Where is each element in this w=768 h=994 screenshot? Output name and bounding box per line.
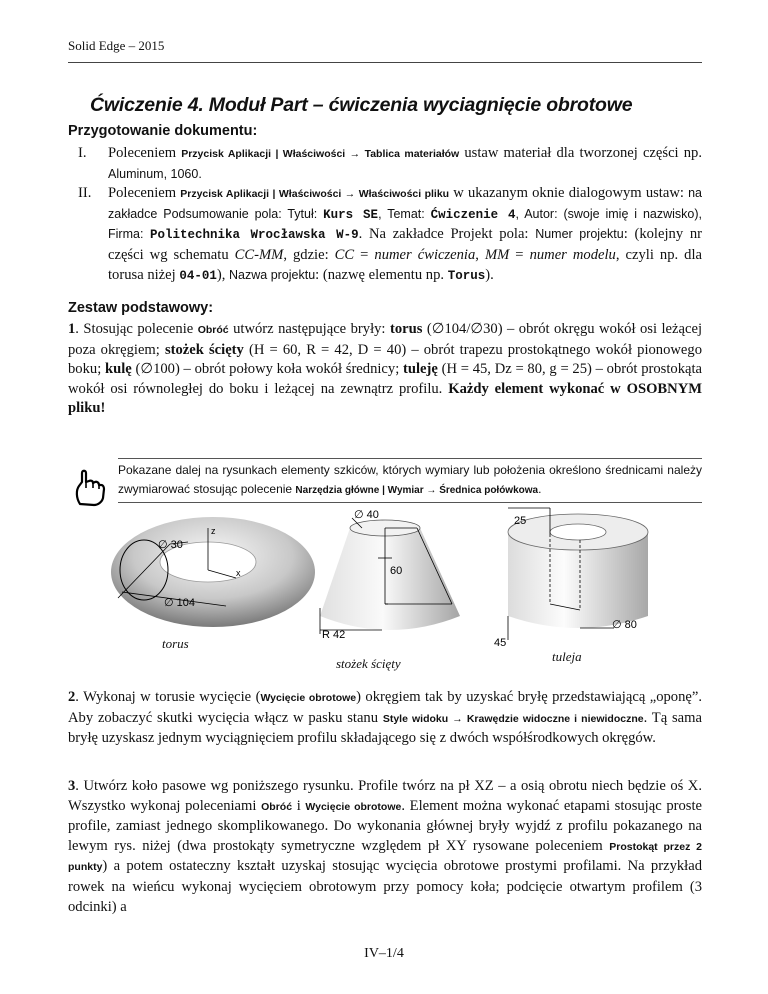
text: (∅100) – obrót połowy koła wokół średnicy;	[131, 361, 403, 378]
header-divider	[68, 62, 702, 63]
paragraph-1	[68, 320, 702, 419]
field-name: Nazwa projektu	[229, 267, 316, 282]
paragraph-2	[68, 688, 702, 749]
command-name: Wycięcie obrotowe	[260, 692, 357, 704]
text: ).	[485, 266, 494, 283]
cone-figure	[312, 496, 472, 646]
command-name: Style widoku	[382, 712, 449, 725]
value: 04-01	[179, 268, 217, 283]
command-name: Obróć	[197, 324, 229, 336]
dimension-label: R 42	[322, 629, 346, 641]
text: . Wykonaj w torusie wycięcie (	[75, 689, 261, 705]
material-name: Aluminum, 1060.	[108, 166, 202, 181]
prep-item-1	[68, 144, 702, 184]
list-number: I.	[78, 145, 87, 161]
text: CC-MM	[234, 246, 284, 263]
section-heading-basic: Zestaw podstawowy:	[68, 300, 214, 316]
dimension-label: ∅ 30	[158, 539, 183, 551]
command-name: Średnica połówkowa	[439, 485, 539, 496]
dimension-label: 60	[390, 565, 403, 577]
value: Ćwiczenie 4	[430, 207, 516, 222]
prep-list	[68, 144, 702, 286]
running-header: Solid Edge – 2015	[68, 38, 165, 53]
text: utwórz następujące bryły:	[228, 321, 390, 337]
text: , gdzie:	[283, 246, 335, 263]
solid-name: kulę	[104, 361, 132, 378]
text: na zakładce Podsumowanie pola: Tytuł:	[108, 186, 702, 221]
dimension-label: ∅ 80	[612, 619, 637, 631]
axis-label: z	[211, 526, 216, 536]
text: , Autor: (swoje imię i nazwisko), Firma:	[108, 206, 702, 242]
value: Torus	[447, 268, 486, 283]
text: Poleceniem	[108, 145, 182, 161]
command-name: Prostokąt przez 2 punkty	[68, 840, 702, 874]
paragraph-number: 1	[68, 321, 76, 337]
text: (H = 45, Dz = 80, g = 25) – obrót prostokąta wokół osi równoległej do boku i leżącej na zewnątrz profilu.	[68, 361, 702, 397]
torus-figure	[108, 510, 318, 630]
paragraph-number: 3	[68, 778, 76, 794]
cone-body	[320, 528, 460, 630]
note-text: Pokazane dalej na rysunkach elementy szkiców, których wymiary lub położenia określono średnicami należy zwymiarować stosując polecenie	[118, 463, 702, 496]
command-name: Narzędzia główne | Wymiar	[295, 485, 424, 496]
text: numer modelu	[529, 246, 616, 263]
dimension-label: 45	[494, 637, 507, 649]
text: ) a potem ostateczny kształt uzyskaj stosując wycięcia obrotowe prostymi profilami. Na przykład rowek na wieńcu wykonaj wycięciem obrotowym przy pomocy koła; podcięcie otwartym profilem (3 odcinki) a	[68, 858, 702, 915]
dimension-label: 25	[514, 515, 527, 527]
dimension-label: ∅ 104	[164, 597, 195, 609]
command-name: Tablica materiałów	[364, 148, 460, 160]
paragraph-3	[68, 777, 702, 917]
text: w ukazanym oknie dialogowym ustaw:	[449, 185, 689, 202]
solid-name: torus	[389, 321, 423, 337]
text: =	[354, 246, 375, 263]
text: numer ćwiczenia	[374, 246, 476, 263]
text: (∅104/∅30) – obrót okręgu wokół osi leżącej poza okręgiem;	[68, 321, 702, 358]
text: ,	[475, 246, 485, 263]
text: . Element można wykonać etapami stosując proste profile, zamiast jednego skomplikowanego. Do wykonania głównej bryły wyjdź z profilu pokazanego na lewym rys. niżej (dwa prostokąty symetryczne względem pł XY rysowane poleceniem	[68, 797, 703, 854]
text: . Utwórz koło pasowe wg poniższego rysunku. Profile twórz na pł XZ – a osią obrotu niech będzie oś X. Wszystko wykonaj poleceniami	[68, 778, 702, 814]
caption-torus: torus	[162, 636, 189, 651]
text: . Stosując polecenie	[75, 321, 198, 337]
text: : (nazwę elementu np.	[315, 266, 448, 283]
text: i	[292, 797, 306, 814]
arrow: →	[341, 188, 359, 201]
text: =	[509, 246, 530, 263]
command-name: Przycisk Aplikacji | Właściwości	[180, 188, 342, 201]
solid-name: stożek ścięty	[164, 341, 244, 358]
tube-hole	[550, 524, 606, 540]
text: Poleceniem	[108, 185, 181, 202]
text: ),	[216, 266, 230, 283]
section-heading-prep: Przygotowanie dokumentu:	[68, 123, 258, 139]
paragraph-number: 2	[68, 689, 76, 705]
arrow: →	[345, 148, 365, 160]
dimension-label: ∅ 40	[354, 509, 379, 521]
value: Politechnika Wrocławska W-9	[149, 228, 359, 243]
arrow: →	[423, 485, 440, 496]
command-name: Przycisk Aplikacji | Właściwości	[181, 148, 346, 160]
text: , Temat:	[378, 206, 431, 221]
axis-label: x	[236, 568, 241, 578]
command-name: Wycięcie obrotowe	[305, 800, 402, 813]
value: Kurs SE	[323, 207, 379, 222]
text: . Tą sama bryłę uzyskasz jednym wyciągnięciem profilu składającego się z dwóch współśrodkowych okręgów.	[68, 709, 702, 747]
page-number: IV–1/4	[364, 946, 404, 961]
pointing-hand-icon	[70, 468, 110, 508]
caption-cone: stożek ścięty	[336, 656, 401, 671]
field-name: Numer projektu	[535, 227, 624, 242]
text: , czyli np. dla torusa niżej	[108, 246, 702, 283]
command-name: Obróć	[261, 800, 293, 813]
command-name: Krawędzie widoczne i niewidoczne	[466, 712, 644, 725]
tube-figure	[494, 500, 664, 650]
arrow: →	[448, 712, 467, 725]
emphasis: Każdy element wykonać w OSOBNYM pliku!	[68, 380, 703, 417]
list-number: II.	[78, 185, 92, 202]
command-name: Właściwości pliku	[358, 188, 450, 201]
text: : (kolejny nr części wg schematu	[108, 226, 702, 263]
text: ) okręgiem tak by uzyskać bryłę przedstawiającą „oponę”. Aby zobaczyć skutki wycięcia włącz w pasku stanu	[68, 689, 702, 726]
page-title: Ćwiczenie 4. Moduł Part – ćwiczenia wyciagnięcie obrotowe	[90, 94, 633, 116]
note-text: .	[538, 482, 542, 496]
text: . Na zakładce Projekt pola:	[358, 226, 536, 243]
prep-item-2	[68, 184, 702, 286]
text: CC	[334, 246, 355, 263]
text: ustaw materiał dla tworzonej części np.	[459, 145, 702, 161]
text: MM	[484, 246, 510, 263]
caption-tube: tuleja	[552, 649, 582, 664]
solid-name: tuleję	[403, 361, 438, 378]
text: (H = 60, R = 42, D = 40) – obrót trapezu prostokątnego wokół pionowego boku;	[68, 341, 703, 378]
